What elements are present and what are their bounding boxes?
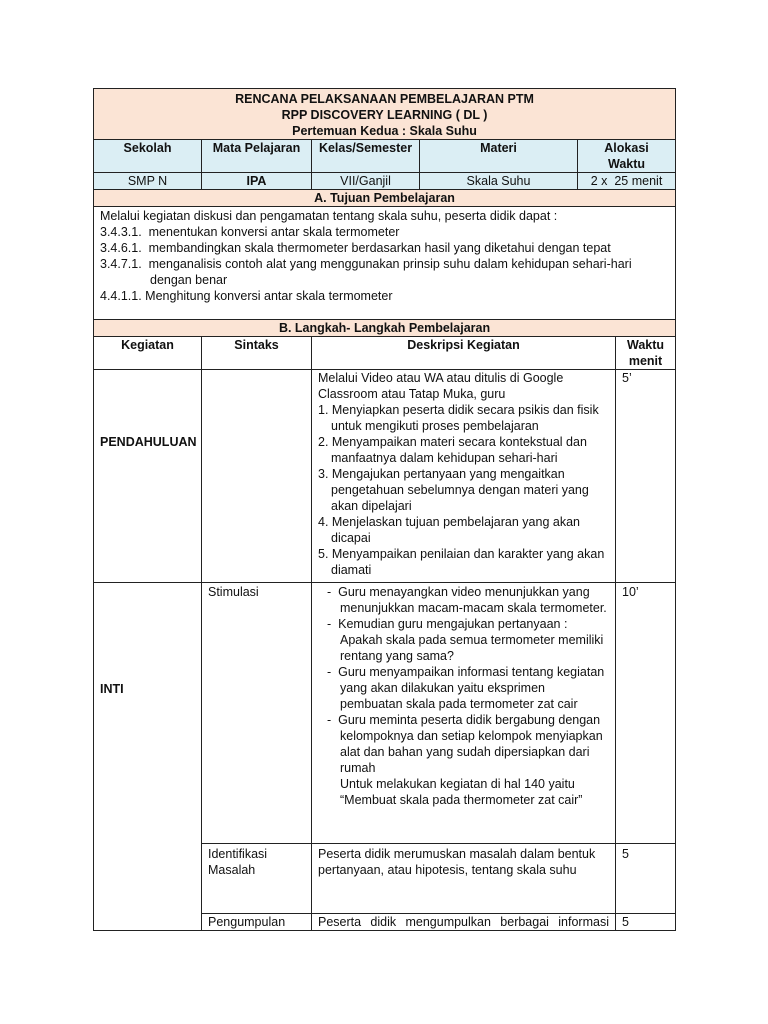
list-item: 5. Menyampaikan penilaian dan karakter yang akan diamati xyxy=(318,547,605,577)
document-title xyxy=(94,89,676,140)
list-item: - Guru menayangkan video menunjukkan yang menunjukkan macam-macam skala termometer. xyxy=(327,585,607,615)
col-sintaks: Sintaks xyxy=(202,337,312,370)
rpp-table xyxy=(93,88,676,931)
waktu-pengumpulan: 5 xyxy=(616,914,676,931)
sintaks-pendahuluan xyxy=(202,370,312,583)
info-header-alokasi: Alokasi Waktu xyxy=(578,140,676,173)
deskripsi-pendahuluan xyxy=(312,370,616,583)
deskripsi-stimulasi xyxy=(312,583,616,844)
objective-item: 3.4.7.1. menganalisis contoh alat yang menggunakan prinsip suhu dalam kehidupan sehari-hari dengan benar xyxy=(100,257,636,287)
title-row xyxy=(94,89,676,140)
objectives-intro: Melalui kegiatan diskusi dan pengamatan tentang skala suhu, peserta didik dapat : xyxy=(100,209,558,223)
waktu-identifikasi: 5 xyxy=(616,844,676,914)
list-item: 3. Mengajukan pertanyaan yang mengaitkan pengetahuan sebelumnya dengan materi yang akan dipelajari xyxy=(318,467,589,513)
info-value-alokasi: 2 x 25 menit xyxy=(578,173,676,190)
title-line-3: Pertemuan Kedua : Skala Suhu xyxy=(292,124,477,138)
col-waktu: Waktu menit xyxy=(616,337,676,370)
stimulasi-extra-line-2: “Membuat skala pada thermometer zat cair” xyxy=(340,793,583,807)
pendahuluan-intro: Melalui Video atau WA atau ditulis di Google Classroom atau Tatap Muka, guru xyxy=(318,371,564,401)
objective-item: 4.4.1.1. Menghitung konversi antar skala termometer xyxy=(100,289,393,303)
deskripsi-pengumpulan: Peserta didik mengumpulkan berbagai informasi xyxy=(312,914,616,931)
objective-item: 3.4.3.1. menentukan konversi antar skala termometer xyxy=(100,225,400,239)
list-item: - Kemudian guru mengajukan pertanyaan : Apakah skala pada semua termometer memiliki rentang yang sama? xyxy=(327,617,607,663)
info-header-mapel: Mata Pelajaran xyxy=(202,140,312,173)
section-a-content-row xyxy=(94,207,676,320)
list-item: - Guru meminta peserta didik bergabung dengan kelompoknya dan setiap kelompok menyiapkan alat dan bahan yang sudah dipersiapkan dari rumah xyxy=(327,713,607,775)
title-line-2: RPP DISCOVERY LEARNING ( DL ) xyxy=(281,108,488,122)
col-kegiatan: Kegiatan xyxy=(94,337,202,370)
waktu-pendahuluan: 5’ xyxy=(616,370,676,583)
info-value-mapel: IPA xyxy=(202,173,312,190)
section-b-heading-row xyxy=(94,320,676,337)
section-b-heading: B. Langkah- Langkah Pembelajaran xyxy=(94,320,676,337)
steps-header-row xyxy=(94,337,676,370)
info-value-kelas: VII/Ganjil xyxy=(312,173,420,190)
objective-item: 3.4.6.1. membandingkan skala thermometer berdasarkan hasil yang diketahui dengan tepat xyxy=(100,241,611,255)
info-header-materi: Materi xyxy=(420,140,578,173)
deskripsi-identifikasi: Peserta didik merumuskan masalah dalam bentuk pertanyaan, atau hipotesis, tentang skala suhu xyxy=(312,844,616,914)
kegiatan-inti: INTI xyxy=(94,583,202,931)
rpp-document xyxy=(93,88,675,931)
list-item: 1. Menyiapkan peserta didik secara psikis dan fisik untuk mengikuti proses pembelajaran xyxy=(318,403,599,433)
pendahuluan-row xyxy=(94,370,676,583)
section-a-heading: A. Tujuan Pembelajaran xyxy=(94,190,676,207)
list-item: - Guru menyampaikan informasi tentang kegiatan yang akan dilakukan yaitu eksprimen pembuatan skala pada termometer zat cair xyxy=(327,665,608,711)
title-line-1: RENCANA PELAKSANAAN PEMBELAJARAN PTM xyxy=(235,92,534,106)
section-a-content xyxy=(94,207,676,320)
section-a-heading-row xyxy=(94,190,676,207)
inti-stimulasi-row xyxy=(94,583,676,844)
info-value-sekolah: SMP N xyxy=(94,173,202,190)
col-deskripsi: Deskripsi Kegiatan xyxy=(312,337,616,370)
info-header-sekolah: Sekolah xyxy=(94,140,202,173)
pendahuluan-steps xyxy=(318,402,609,578)
stimulasi-list xyxy=(318,584,609,776)
sintaks-stimulasi: Stimulasi xyxy=(202,583,312,844)
info-values-row xyxy=(94,173,676,190)
info-value-materi: Skala Suhu xyxy=(420,173,578,190)
info-header-kelas: Kelas/Semester xyxy=(312,140,420,173)
kegiatan-pendahuluan: PENDAHULUAN xyxy=(94,370,202,583)
sintaks-identifikasi: Identifikasi Masalah xyxy=(202,844,312,914)
info-header-row xyxy=(94,140,676,173)
list-item: 2. Menyampaikan materi secara kontekstual dan manfaatnya dalam kehidupan sehari-hari xyxy=(318,435,587,465)
sintaks-pengumpulan: Pengumpulan xyxy=(202,914,312,931)
list-item: 4. Menjelaskan tujuan pembelajaran yang akan dicapai xyxy=(318,515,580,545)
stimulasi-extra-line-1: Untuk melakukan kegiatan di hal 140 yaitu xyxy=(340,777,575,791)
waktu-stimulasi: 10’ xyxy=(616,583,676,844)
